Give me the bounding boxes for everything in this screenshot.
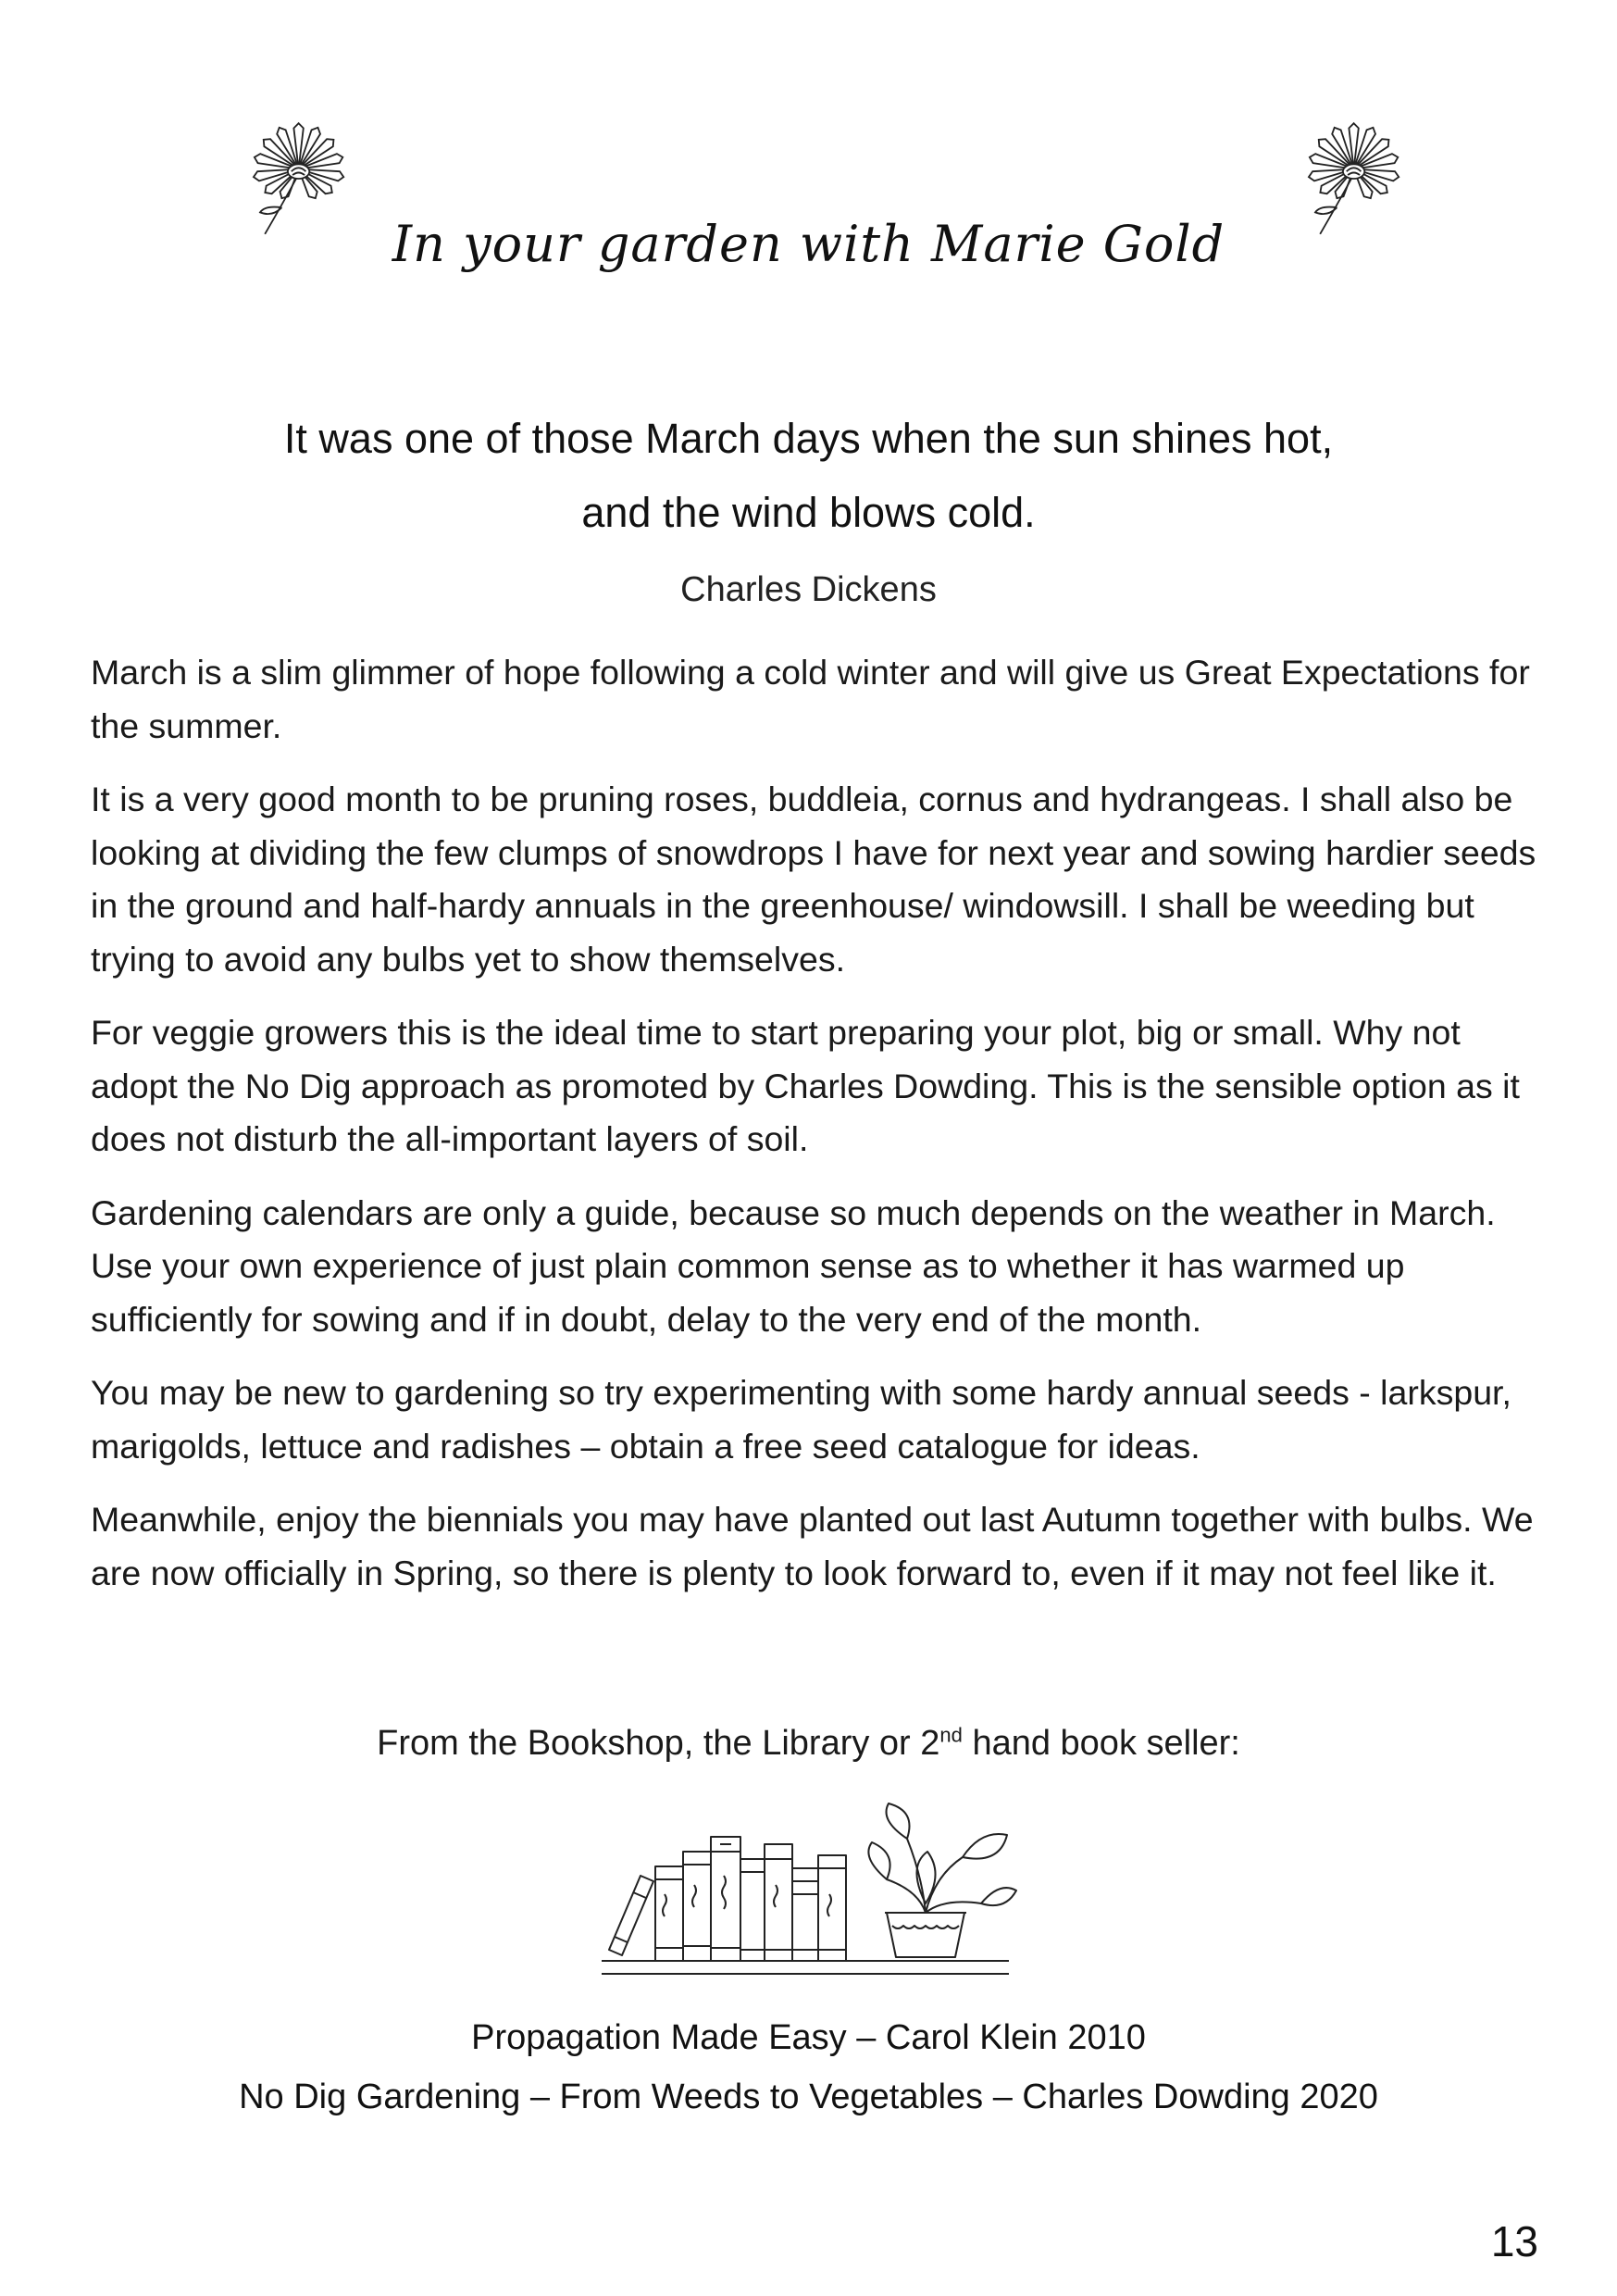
paragraph: It is a very good month to be pruning roses, buddleia, cornus and hydrangeas. I shall also be looking at dividing the few clumps of snowdrops I have for next year and sowing hardier seeds in the ground and half-hardy annuals in the greenhouse/ windowsill. I shall be weeding but trying to avoid any bulbs yet to show themselves.: [91, 780, 1536, 979]
page-number: 13: [1490, 2217, 1538, 2265]
page-title: In your garden with Marie Gold: [392, 215, 1225, 273]
paragraph: Gardening calendars are only a guide, because so much depends on the weather in March. Use your own experience of just plain common sense as to whether it has warmed up sufficiently for sowing and if in doubt, delay to the very end of the month.: [91, 1192, 1496, 1339]
source-superscript: nd: [939, 1723, 963, 1747]
paragraph: For veggie growers this is the ideal time to start preparing your plot, big or small. Why not adopt the No Dig approach as promoted by Charles Dowding. This is the sensible option as it does not disturb the all-important layers of soil.: [91, 1013, 1520, 1158]
book-title-2: No Dig Gardening – From Weeds to Vegetables – Charles Dowding 2020: [239, 2078, 1378, 2116]
source-suffix: hand book seller:: [962, 1724, 1240, 1763]
article-body: [91, 646, 1544, 1620]
books-and-plant-icon: [592, 1802, 1018, 1987]
paragraph: March is a slim glimmer of hope following a cold winter and will give us Great Expectations for the summer.: [91, 653, 1530, 745]
book-source-line: [0, 1724, 1617, 1764]
source-prefix: From the Bookshop, the Library or 2: [377, 1724, 940, 1763]
paragraph: You may be new to gardening so try experimenting with some hardy annual seeds - larkspur, marigolds, lettuce and radishes – obtain a free seed catalogue for ideas.: [91, 1373, 1511, 1466]
paragraph: Meanwhile, enjoy the biennials you may have planted out last Autumn together with bulbs. We are now officially in Spring, so there is plenty to look forward to, even if it may not feel like it.: [91, 1500, 1534, 1592]
quote-line-2: and the wind blows cold.: [581, 489, 1036, 536]
book-title-1: Propagation Made Easy – Carol Klein 2010: [471, 2018, 1146, 2057]
quote-line-1: It was one of those March days when the sun shines hot,: [283, 415, 1334, 462]
quote-author: Charles Dickens: [680, 570, 937, 609]
